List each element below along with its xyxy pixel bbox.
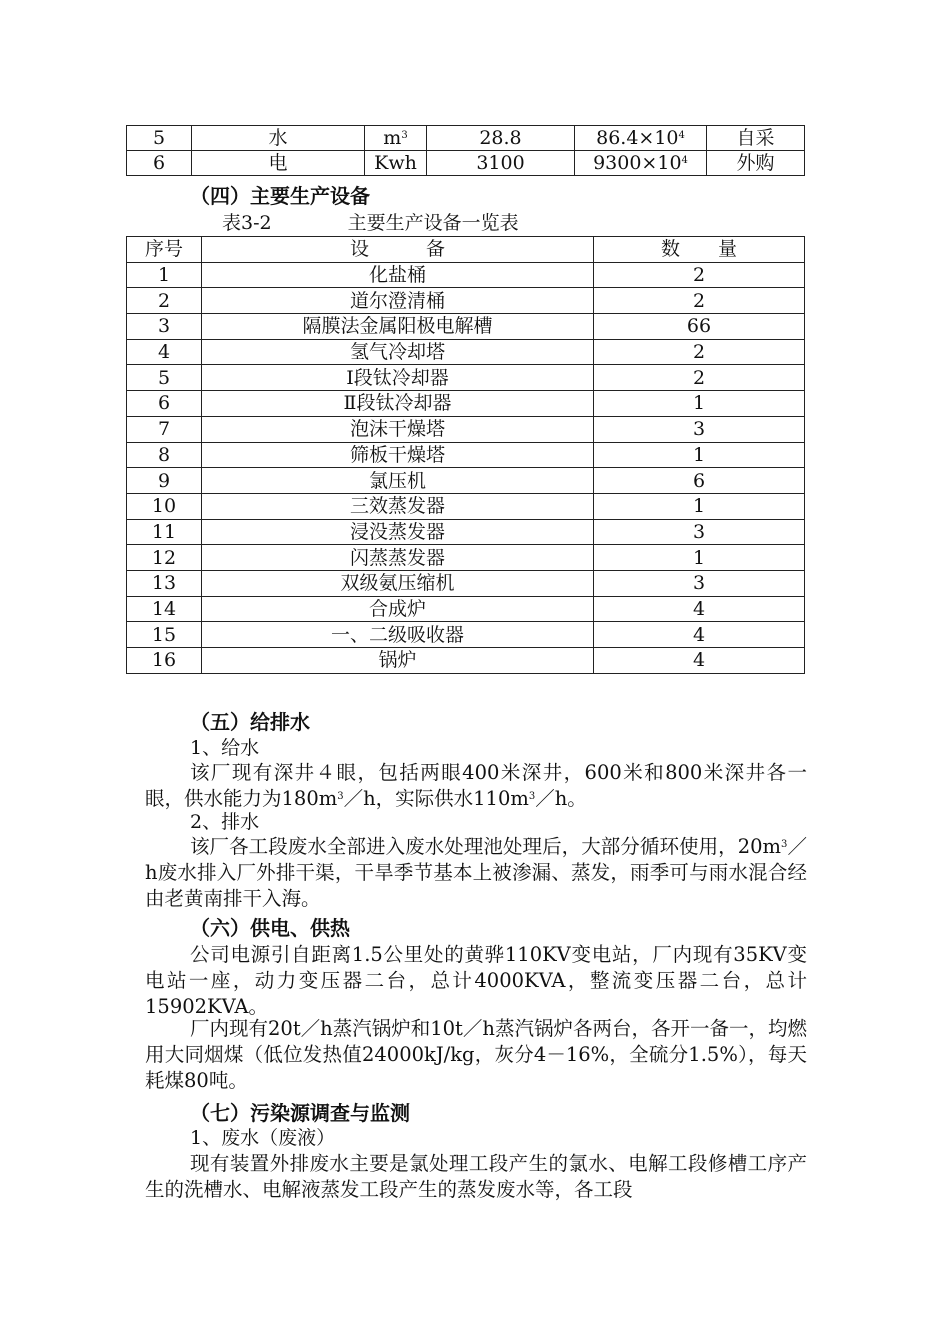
quantity: 66: [594, 314, 805, 340]
row-number: 10: [127, 493, 202, 519]
header-equipment: 设 备: [202, 237, 594, 263]
row-number: 11: [127, 519, 202, 545]
unit-consumption: 28.8: [427, 126, 575, 151]
row-number: 16: [127, 648, 202, 674]
equipment-name: 闪蒸蒸发器: [202, 545, 594, 571]
row-number: 1: [127, 262, 202, 288]
table-row: [127, 596, 805, 622]
table-row: [127, 442, 805, 468]
unit: $m^3$: [365, 126, 427, 151]
source: 外购: [707, 151, 805, 176]
paragraph-power-supply: 公司电源引自距离1.5公里处的黄骅110KV变电站，厂内现有35KV变电站一座，动力变压器二台，总计4000KVA，整流变压器二台，总计15902KVA。: [145, 943, 807, 1018]
quantity: 6: [594, 468, 805, 494]
equipment-name: 一、二级吸收器: [202, 622, 594, 648]
equipment-name: 氯压机: [202, 468, 594, 494]
row-number: 15: [127, 622, 202, 648]
equipment-name: 道尔澄清桶: [202, 288, 594, 314]
quantity: 4: [594, 648, 805, 674]
quantity: 3: [594, 570, 805, 596]
equipment-name: 合成炉: [202, 596, 594, 622]
table-header-row: [127, 237, 805, 263]
consumption-table: [126, 125, 805, 176]
paragraph-heating: 厂内现有20t／h蒸汽锅炉和10t／h蒸汽锅炉各两台，各开一备一，均燃用大同烟煤（低位发热值24000kJ/kg，灰分4－16%，全硫分1.5%），每天耗煤80吨。: [145, 1017, 807, 1092]
quantity: 4: [594, 596, 805, 622]
table-row: [127, 365, 805, 391]
table-row: [127, 288, 805, 314]
unit: Kwh: [365, 151, 427, 176]
quantity: 2: [594, 288, 805, 314]
item-name: 水: [192, 126, 365, 151]
quantity: 2: [594, 339, 805, 365]
equipment-name: 化盐桶: [202, 262, 594, 288]
subheading-water-supply: 1、给水: [190, 737, 260, 759]
table-row: [127, 468, 805, 494]
paragraph-wastewater: 现有装置外排废水主要是氯处理工段产生的氯水、电解工段修槽工序产生的洗槽水、电解液蒸发工段产生的蒸发废水等，各工段: [145, 1152, 807, 1201]
row-number: 7: [127, 416, 202, 442]
quantity: 1: [594, 391, 805, 417]
table-row: [127, 126, 805, 151]
equipment-name: 浸没蒸发器: [202, 519, 594, 545]
row-number: 6: [127, 151, 192, 176]
section-heading-pollution: （七）污染源调查与监测: [190, 1101, 410, 1125]
section-heading-water: （五）给排水: [190, 710, 310, 734]
table-row: [127, 493, 805, 519]
row-number: 8: [127, 442, 202, 468]
table-row: [127, 622, 805, 648]
quantity: 1: [594, 545, 805, 571]
item-name: 电: [192, 151, 365, 176]
subheading-wastewater: 1、废水（废液）: [190, 1127, 336, 1149]
equipment-name: 三效蒸发器: [202, 493, 594, 519]
quantity: 4: [594, 622, 805, 648]
subheading-drainage: 2、排水: [190, 811, 260, 833]
unit-consumption: 3100: [427, 151, 575, 176]
row-number: 6: [127, 391, 202, 417]
section-heading-power: （六）供电、供热: [190, 916, 350, 940]
quantity: 1: [594, 442, 805, 468]
equipment-name: 氢气冷却塔: [202, 339, 594, 365]
quantity: 1: [594, 493, 805, 519]
table-row: [127, 339, 805, 365]
section-heading-equipment: （四）主要生产设备: [190, 184, 370, 208]
row-number: 14: [127, 596, 202, 622]
paragraph-drainage: 该厂各工段废水全部进入废水处理池处理后，大部分循环使用，$20m^3/h$废水排入厂外排干渠，干旱季节基本上被渗漏、蒸发，雨季可与雨水混合经由老黄南排干入海。: [145, 835, 807, 910]
quantity: 2: [594, 365, 805, 391]
row-number: 12: [127, 545, 202, 571]
equipment-name: Ⅰ段钛冷却器: [202, 365, 594, 391]
table-row: [127, 648, 805, 674]
table-caption: 表3-2 主要生产设备一览表: [222, 212, 519, 234]
row-number: 5: [127, 365, 202, 391]
source: 自采: [707, 126, 805, 151]
table-row: [127, 391, 805, 417]
table-row: [127, 314, 805, 340]
table-row: [127, 519, 805, 545]
annual-consumption: $9300\times 10^4$: [575, 151, 707, 176]
header-quantity: 数 量: [594, 237, 805, 263]
quantity: 3: [594, 416, 805, 442]
equipment-name: Ⅱ段钛冷却器: [202, 391, 594, 417]
table-row: [127, 151, 805, 176]
equipment-name: 泡沫干燥塔: [202, 416, 594, 442]
paragraph-water-supply: 该厂现有深井４眼，包括两眼400米深井，600米和800米深井各一眼，供水能力为$180m^3/h$，实际供水$110m^3/h$。: [145, 761, 807, 810]
table-row: [127, 545, 805, 571]
row-number: 5: [127, 126, 192, 151]
quantity: 3: [594, 519, 805, 545]
row-number: 2: [127, 288, 202, 314]
row-number: 9: [127, 468, 202, 494]
table-row: [127, 416, 805, 442]
equipment-name: 隔膜法金属阳极电解槽: [202, 314, 594, 340]
table-row: [127, 262, 805, 288]
equipment-rows: [127, 262, 805, 673]
equipment-name: 锅炉: [202, 648, 594, 674]
equipment-name: 筛板干燥塔: [202, 442, 594, 468]
annual-consumption: $86.4\times 10^4$: [575, 126, 707, 151]
header-number: 序号: [127, 237, 202, 263]
equipment-name: 双级氨压缩机: [202, 570, 594, 596]
equipment-table: [126, 236, 805, 674]
quantity: 2: [594, 262, 805, 288]
row-number: 4: [127, 339, 202, 365]
row-number: 3: [127, 314, 202, 340]
table-row: [127, 570, 805, 596]
row-number: 13: [127, 570, 202, 596]
